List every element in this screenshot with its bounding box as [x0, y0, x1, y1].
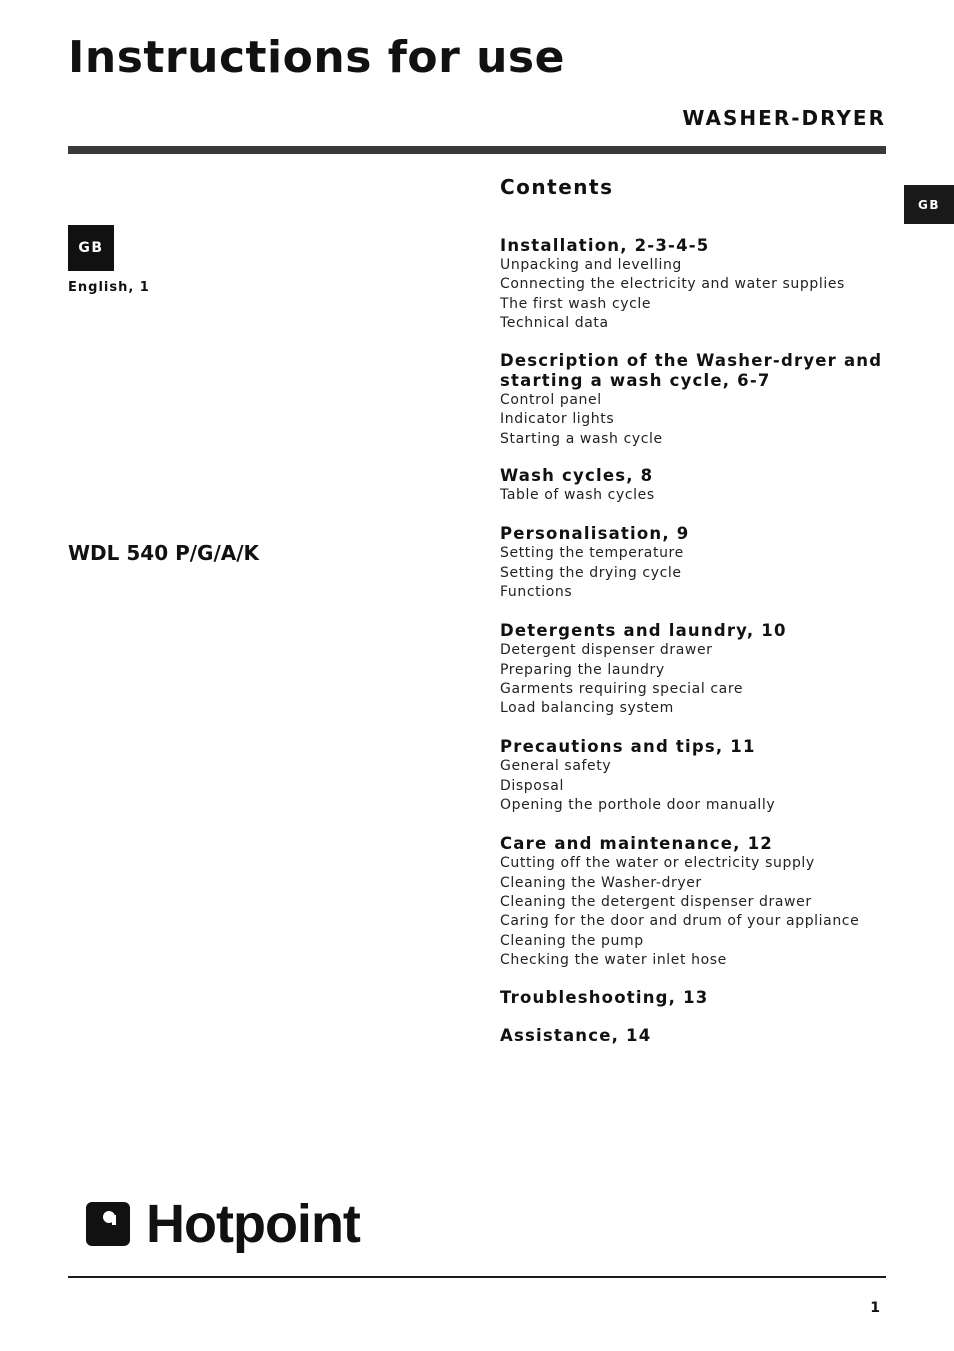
toc-item: Table of wash cycles — [500, 487, 655, 504]
page-title: Instructions for use — [68, 32, 565, 83]
toc-section — [500, 236, 900, 333]
toc-item: Caring for the door and drum of your appliance — [500, 913, 860, 930]
toc-section-title: Wash cycles, 8 — [500, 466, 654, 486]
toc-section-title: Description of the Washer-dryer and — [500, 351, 883, 371]
toc-item: Functions — [500, 583, 573, 600]
toc-section — [500, 466, 900, 505]
model-number: WDL 540 P/G/A/K — [68, 541, 260, 565]
toc-item: Load balancing system — [500, 700, 674, 717]
toc-item: Setting the drying cycle — [500, 564, 682, 581]
toc-item: Control panel — [500, 392, 602, 409]
contents-heading: Contents — [500, 175, 614, 199]
toc-section-title: Personalisation, 9 — [500, 524, 690, 544]
table-of-contents — [500, 218, 900, 1046]
toc-item: Disposal — [500, 777, 564, 794]
toc-section — [500, 988, 900, 1008]
toc-item: Preparing the laundry — [500, 661, 665, 678]
language-page-ref: English, 1 — [68, 280, 150, 295]
language-badge: GB — [68, 225, 114, 271]
toc-item: Cleaning the Washer-dryer — [500, 874, 702, 891]
toc-item: Cleaning the detergent dispenser drawer — [500, 893, 812, 910]
toc-section-title: Care and maintenance, 12 — [500, 834, 773, 854]
toc-section-title: Assistance, 14 — [500, 1026, 652, 1046]
toc-section-title-cont: starting a wash cycle, 6-7 — [500, 371, 771, 391]
toc-item: Checking the water inlet hose — [500, 951, 727, 968]
toc-section — [500, 1026, 900, 1046]
toc-item: The first wash cycle — [500, 295, 652, 312]
toc-item: Setting the temperature — [500, 545, 684, 562]
footer-divider — [68, 1276, 886, 1278]
toc-item: Cutting off the water or electricity supply — [500, 855, 815, 872]
logo-text: Hotpoint — [146, 1194, 360, 1254]
toc-section — [500, 621, 900, 718]
toc-item: Cleaning the pump — [500, 932, 644, 949]
toc-item: Connecting the electricity and water supplies — [500, 276, 845, 293]
toc-item: Unpacking and levelling — [500, 257, 682, 273]
toc-item: Technical data — [500, 314, 609, 331]
toc-section-title: Troubleshooting, 13 — [500, 988, 709, 1008]
toc-item: General safety — [500, 758, 612, 775]
side-language-tab: GB — [904, 185, 954, 224]
toc-item: Opening the porthole door manually — [500, 797, 776, 814]
toc-section — [500, 737, 900, 815]
toc-item: Garments requiring special care — [500, 680, 744, 697]
toc-section-title: Detergents and laundry, 10 — [500, 621, 787, 641]
page-number: 1 — [870, 1300, 880, 1316]
toc-section-title: Precautions and tips, 11 — [500, 737, 756, 757]
header-divider — [68, 146, 886, 154]
toc-section — [500, 351, 900, 449]
toc-item: Starting a wash cycle — [500, 430, 663, 447]
toc-section-title: Installation, 2-3-4-5 — [500, 236, 710, 255]
toc-section — [500, 834, 900, 970]
toc-item: Indicator lights — [500, 411, 615, 428]
hotpoint-logo-icon — [86, 1202, 130, 1246]
toc-item: Detergent dispenser drawer — [500, 642, 713, 659]
hotpoint-logo — [86, 1196, 360, 1252]
product-type: WASHER-DRYER — [682, 106, 886, 130]
toc-section — [500, 524, 900, 602]
